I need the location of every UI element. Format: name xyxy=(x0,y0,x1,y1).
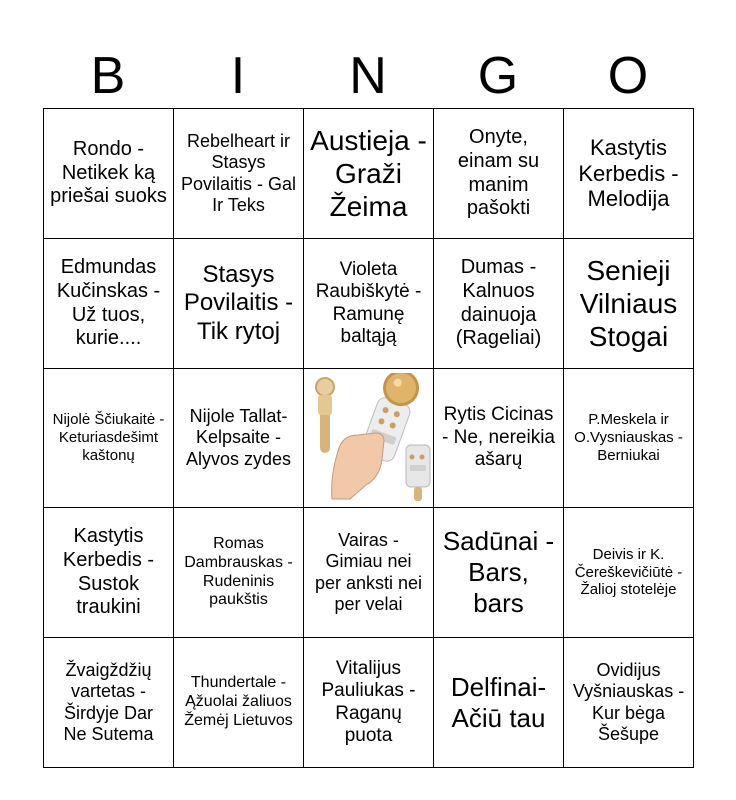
board-row xyxy=(44,369,694,508)
bingo-cell[interactable]: Vitalijus Pauliukas - Raganų puota xyxy=(304,638,434,768)
free-space-cell[interactable] xyxy=(304,369,434,508)
header-letter-o: O xyxy=(607,47,649,105)
bingo-cell[interactable]: P.Meskela ir O.Vysniauskas - Berniukai xyxy=(564,369,694,508)
header-letter-b: B xyxy=(90,47,126,105)
bingo-cell[interactable]: Nijole Tallat-Kelpsaite - Alyvos zydes xyxy=(174,369,304,508)
bingo-cell[interactable]: Ovidijus Vyšniauskas - Kur bėga Šešupe xyxy=(564,638,694,768)
board-row xyxy=(44,239,694,369)
bingo-cell[interactable]: Deivis ir K. Čereškevičiūtė - Žalioj stotelėje xyxy=(564,508,694,638)
bingo-cell[interactable]: Dumas - Kalnuos dainuoja (Rageliai) xyxy=(434,239,564,369)
bingo-cell[interactable]: Romas Dambrauskas - Rudeninis paukštis xyxy=(174,508,304,638)
board-row xyxy=(44,109,694,239)
bingo-cell[interactable]: Onyte, einam su manim pašokti xyxy=(434,109,564,239)
bingo-cell[interactable]: Sadūnai - Bars, bars xyxy=(434,508,564,638)
board-row xyxy=(44,638,694,768)
bingo-cell[interactable]: Senieji Vilniaus Stogai xyxy=(564,239,694,369)
bingo-header xyxy=(43,44,693,108)
board-row xyxy=(44,508,694,638)
bingo-cell[interactable]: Rytis Cicinas - Ne, nereikia ašarų xyxy=(434,369,564,508)
header-letter-i: I xyxy=(230,47,246,105)
bingo-cell[interactable]: Austieja - Graži Žeima xyxy=(304,109,434,239)
bingo-cell[interactable]: Stasys Povilaitis - Tik rytoj xyxy=(174,239,304,369)
bingo-cell[interactable]: Rebelheart ir Stasys Povilaitis - Gal Ir Teks xyxy=(174,109,304,239)
bingo-cell[interactable]: Delfinai- Ačiū tau xyxy=(434,638,564,768)
microphone-icon xyxy=(310,373,434,503)
header-letter-g: G xyxy=(477,47,519,105)
bingo-cell[interactable]: Nijolė Ščiukaitė - Keturiasdešimt kaštonų xyxy=(44,369,174,508)
bingo-cell[interactable]: Thundertale - Ąžuolai žaliuos Žemėj Lietuvos xyxy=(174,638,304,768)
bingo-cell[interactable]: Vairas - Gimiau nei per anksti nei per velai xyxy=(304,508,434,638)
bingo-cell[interactable]: Žvaigždžių vartetas - Širdyje Dar Ne Sutema xyxy=(44,638,174,768)
bingo-cell[interactable]: Violeta Raubiškytė - Ramunę baltąją xyxy=(304,239,434,369)
bingo-cell[interactable]: Rondo - Netikek ką priešai suoks xyxy=(44,109,174,239)
bingo-cell[interactable]: Kastytis Kerbedis - Sustok traukini xyxy=(44,508,174,638)
bingo-cell[interactable]: Edmundas Kučinskas - Už tuos, kurie.... xyxy=(44,239,174,369)
bingo-cell[interactable]: Kastytis Kerbedis - Melodija xyxy=(564,109,694,239)
header-letter-n: N xyxy=(349,47,387,105)
bingo-board xyxy=(43,108,694,768)
